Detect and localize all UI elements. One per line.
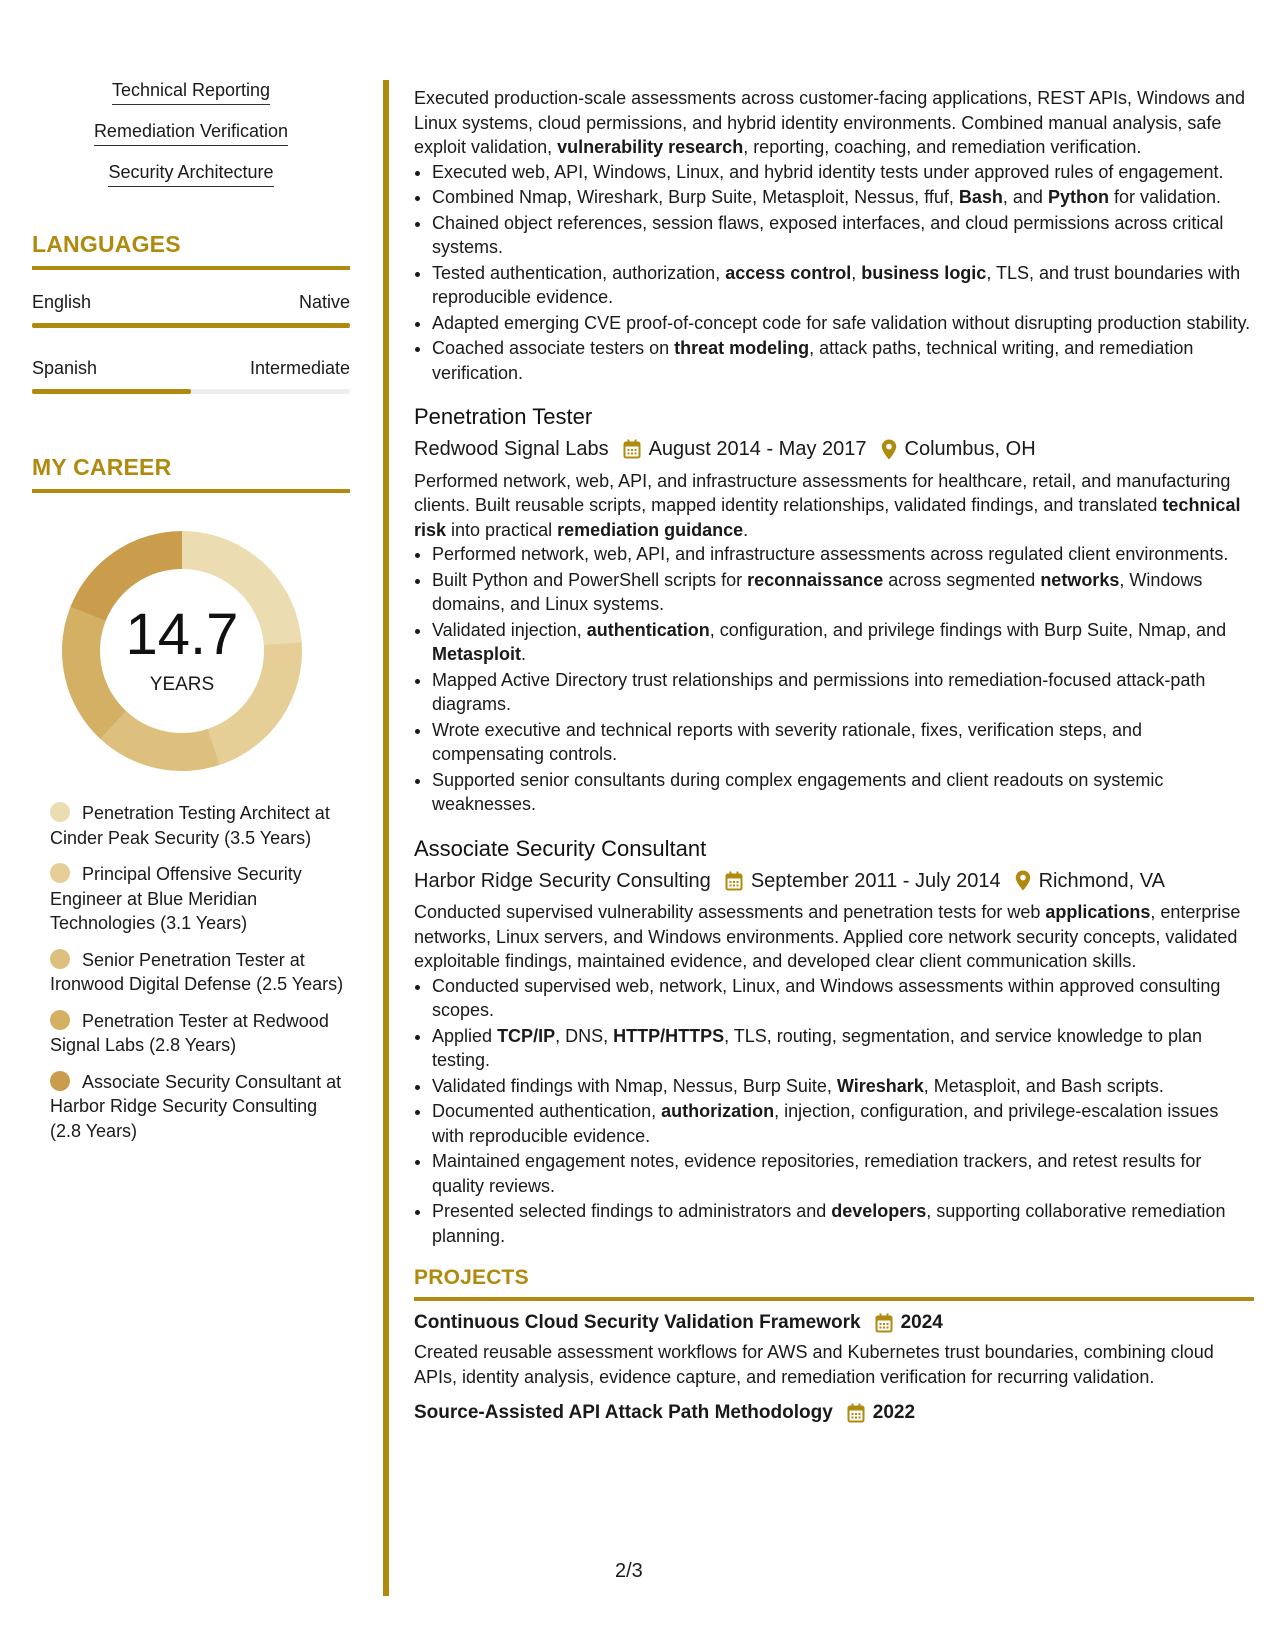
languages-heading: LANGUAGES (32, 231, 350, 270)
skill-item: Security Architecture (108, 162, 273, 187)
bullet-item: • Validated injection, authentication, configuration, and privilege findings with Burp Suite, Nmap, and Metasploit. (432, 618, 1254, 667)
map-pin-icon (1015, 870, 1031, 891)
career-legend-label: Senior Penetration Tester at Ironwood Digital Defense (2.5 Years) (50, 949, 344, 994)
project-title-row (414, 1311, 1254, 1336)
career-legend-label: Associate Security Consultant at Harbor Ridge Security Consulting (2.8 Years) (50, 1071, 342, 1141)
career-legend-item (50, 1009, 350, 1058)
job-section (414, 835, 1254, 1249)
career-total-unit: YEARS (149, 674, 215, 695)
job-summary: Executed production-scale assessments across customer-facing applications, REST APIs, Windows and Linux systems, cloud permissions, and hybrid identity environments. Combined manual analysis, safe exploit validation, vulnerability research, reporting, coaching, and remediation verification. (414, 88, 1246, 157)
legend-dot (50, 1071, 70, 1091)
bullet-item: • Documented authentication, authorization, injection, configuration, and privilege-escalation issues with reproducible evidence. (432, 1099, 1254, 1148)
skill-list (32, 80, 350, 203)
projects-heading: PROJECTS (414, 1266, 1254, 1301)
career-total-years: 14.7 (125, 602, 239, 667)
bullet-item: • Executed web, API, Windows, Linux, and hybrid identity tests under approved rules of engagement. (432, 160, 1254, 185)
languages-section (32, 231, 350, 394)
legend-dot (50, 949, 70, 969)
skill-item: Technical Reporting (112, 80, 270, 105)
language-proficiency-fill (32, 389, 191, 394)
career-donut-chart (62, 531, 302, 771)
language-level: Intermediate (249, 358, 350, 378)
bullet-item: • Performed network, web, API, and infrastructure assessments across regulated client environments. (432, 542, 1254, 567)
project-title: Source-Assisted API Attack Path Methodology (414, 1402, 833, 1423)
project-description: Created reusable assessment workflows for AWS and Kubernetes trust boundaries, combining cloud APIs, identity analysis, evidence capture, and remediation verification for recurring validation. (414, 1342, 1214, 1387)
calendar-icon (875, 1313, 893, 1333)
language-proficiency-bar (32, 323, 350, 328)
donut-center (62, 531, 302, 771)
project-title: Continuous Cloud Security Validation Framework (414, 1311, 861, 1333)
career-legend-item (50, 801, 350, 850)
calendar-icon (623, 439, 641, 459)
column-divider (383, 80, 389, 1596)
bullet-item: • Maintained engagement notes, evidence repositories, remediation trackers, and retest results for quality reviews. (432, 1149, 1254, 1198)
career-legend-item (50, 1070, 350, 1144)
sidebar (32, 80, 350, 1155)
language-proficiency-fill (32, 323, 350, 328)
language-row (32, 358, 350, 379)
bullet-item: • Mapped Active Directory trust relationships and permissions into remediation-focused attack-path diagrams. (432, 668, 1254, 717)
job-summary: Conducted supervised vulnerability assessments and penetration tests for web applications, enterprise networks, Linux servers, and Windows environments. Applied core network security concepts, validated exploitable findings, maintained evidence, and developed clear client communication skills. (414, 902, 1241, 971)
calendar-icon (847, 1403, 865, 1423)
job-title: Penetration Tester (414, 404, 593, 429)
bullet-item: • Coached associate testers on threat modeling, attack paths, technical writing, and remediation verification. (432, 336, 1254, 385)
legend-dot (50, 1010, 70, 1030)
main-content (414, 86, 1254, 1426)
career-heading: MY CAREER (32, 454, 350, 493)
job-summary: Performed network, web, API, and infrastructure assessments for healthcare, retail, and manufacturing clients. Built reusable scripts, mapped identity relationships, validated findings, and translated technical risk into practical remediation guidance. (414, 470, 1241, 540)
career-legend-item (50, 948, 350, 997)
job-bullets (414, 542, 1254, 817)
bullet-item: • Tested authentication, authorization, access control, business logic, TLS, and trust boundaries with reproducible evidence. (432, 261, 1254, 310)
job-meta (414, 437, 1254, 462)
bullet-item: • Combined Nmap, Wireshark, Burp Suite, Metasploit, Nessus, ffuf, Bash, and Python for validation. (432, 185, 1254, 210)
career-section (32, 454, 350, 1143)
career-legend-label: Penetration Tester at Redwood Signal Labs (2.8 Years) (50, 1010, 329, 1055)
company-name: Redwood Signal Labs (414, 438, 609, 460)
bullet-item: • Presented selected findings to administrators and developers, supporting collaborative remediation planning. (432, 1199, 1254, 1248)
job-meta (414, 869, 1254, 894)
map-pin-icon (881, 439, 897, 460)
job-section (414, 403, 1254, 817)
career-legend (50, 801, 350, 1143)
bullet-item: • Conducted supervised web, network, Linux, and Windows assessments within approved consulting scopes. (432, 974, 1254, 1023)
job-dates: September 2011 - July 2014 (750, 869, 1001, 892)
bullet-item: • Adapted emerging CVE proof-of-concept code for safe validation without disrupting production stability. (432, 311, 1254, 336)
job-bullets (414, 974, 1254, 1249)
calendar-icon (725, 871, 743, 891)
bullet-item: • Applied TCP/IP, DNS, HTTP/HTTPS, TLS, routing, segmentation, and service knowledge to plan testing. (432, 1024, 1254, 1073)
language-level: Native (298, 292, 350, 312)
legend-dot (50, 802, 70, 822)
language-proficiency-bar (32, 389, 350, 394)
job-title: Associate Security Consultant (414, 835, 707, 861)
bullet-item: • Built Python and PowerShell scripts for reconnaissance across segmented networks, Windows domains, and Linux systems. (432, 568, 1254, 617)
bullet-item: • Chained object references, session flaws, exposed interfaces, and cloud permissions across critical systems. (432, 211, 1254, 260)
job-bullets (414, 160, 1254, 386)
language-row (32, 292, 350, 313)
projects-section (414, 1266, 1254, 1426)
career-legend-label: Penetration Testing Architect at Cinder Peak Security (3.5 Years) (50, 803, 330, 848)
job-location: Richmond, VA (1038, 869, 1165, 892)
career-legend-label: Principal Offensive Security Engineer at Blue Meridian Technologies (3.1 Years) (50, 864, 302, 933)
bullet-item: • Wrote executive and technical reports with severity rationale, fixes, verification steps, and compensating controls. (432, 718, 1254, 767)
job-dates: August 2014 - May 2017 (648, 438, 867, 460)
career-legend-item (50, 862, 350, 936)
language-name: Spanish (32, 358, 98, 378)
skill-item: Remediation Verification (94, 121, 288, 146)
job-location: Columbus, OH (904, 438, 1036, 460)
company-name: Harbor Ridge Security Consulting (414, 869, 711, 892)
project-title-row (414, 1401, 1254, 1426)
page-number: 2/3 (615, 1560, 643, 1582)
bullet-item: • Supported senior consultants during complex engagements and client readouts on systemic weaknesses. (432, 768, 1254, 817)
language-name: English (32, 292, 92, 312)
bullet-item: • Validated findings with Nmap, Nessus, Burp Suite, Wireshark, Metasploit, and Bash scripts. (432, 1074, 1254, 1099)
project-year: 2024 (900, 1311, 943, 1333)
legend-dot (50, 863, 70, 883)
project-year: 2022 (872, 1402, 916, 1423)
intro-job-section (414, 86, 1254, 385)
